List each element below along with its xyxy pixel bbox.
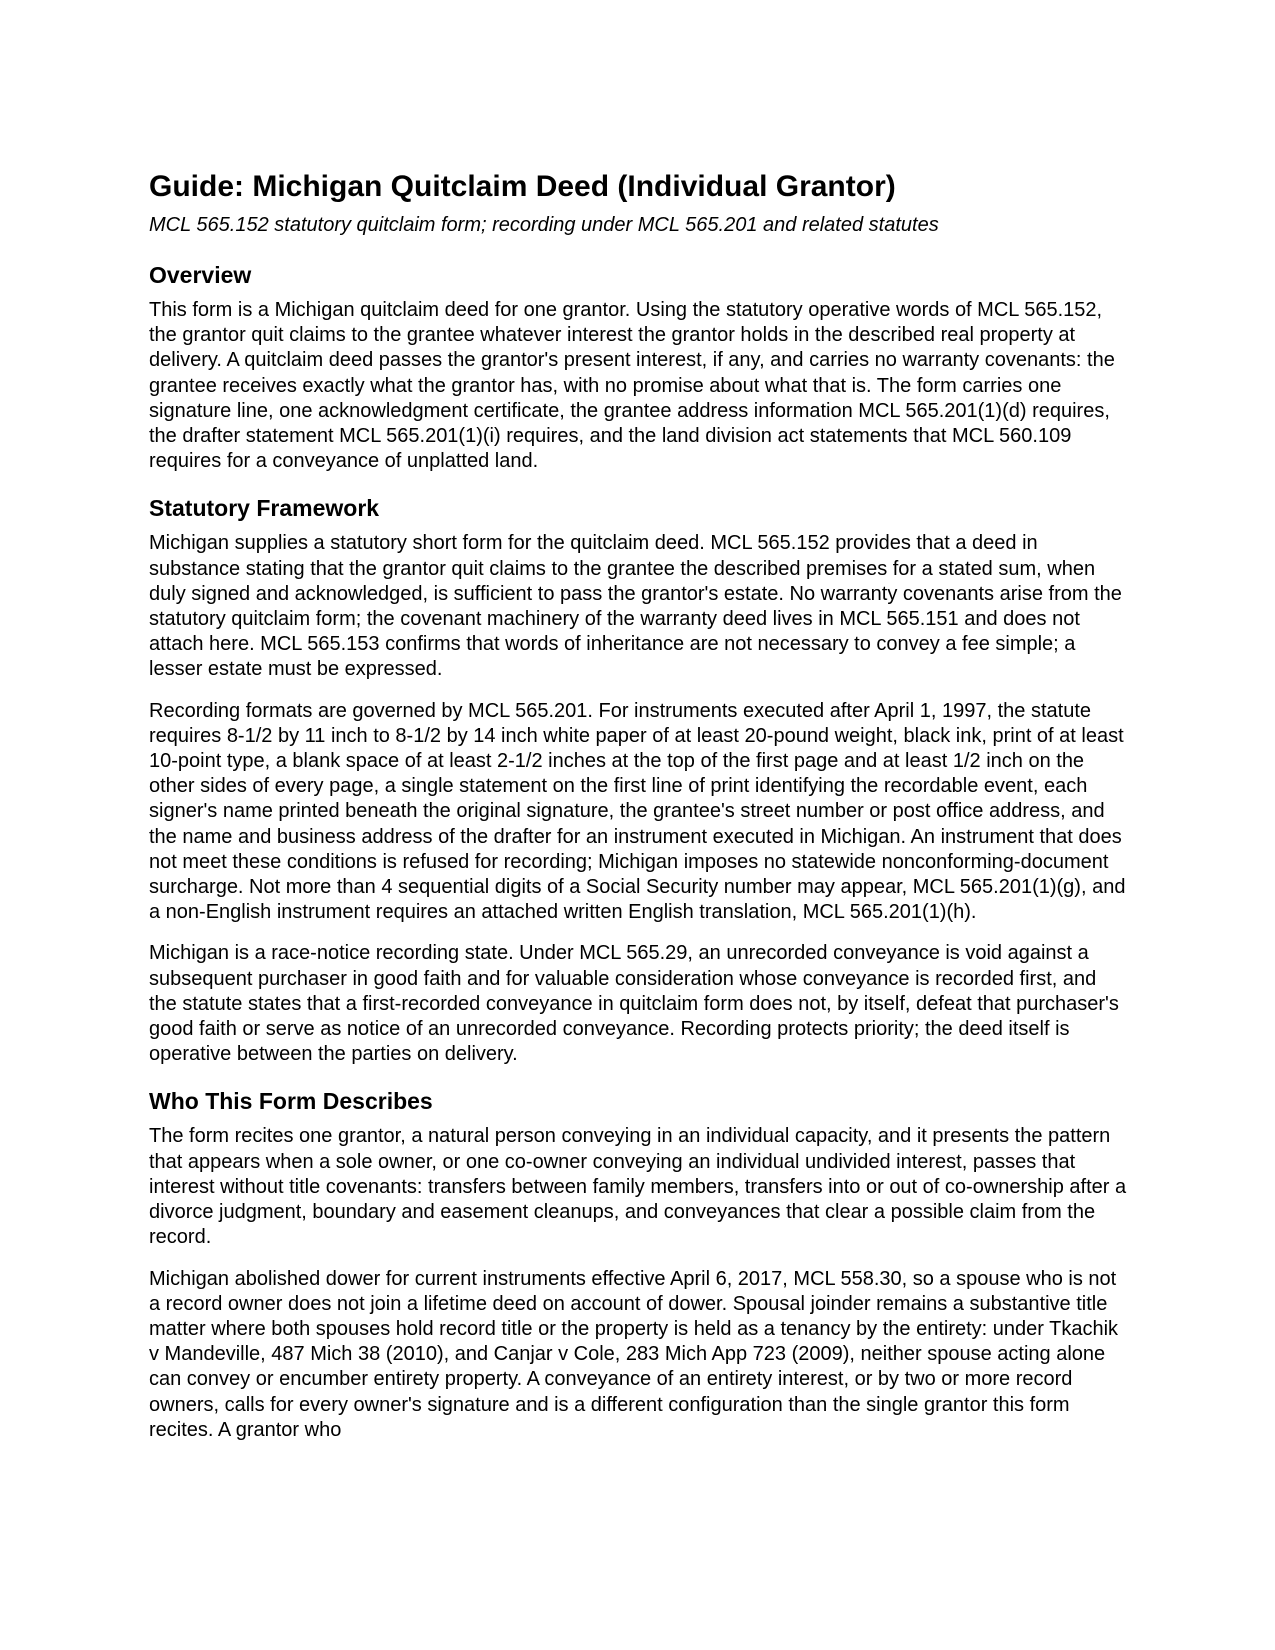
section-heading: Statutory Framework [149, 495, 380, 522]
section-statutory-framework [149, 494, 1129, 1067]
document-title: Guide: Michigan Quitclaim Deed (Individual Grantor) [149, 170, 896, 203]
section-who-this-form-describes [149, 1087, 1129, 1442]
paragraph: The form recites one grantor, a natural person conveying in an individual capacity, and it presents the pattern that appears when a sole owner, or one co-owner conveying an individual undivided interest, passes that interest without title covenants: transfers between family members, transfers into or out of co-ownership after a divorce judgment, boundary and easement cleanups, and conveyances that clear a possible claim from the record. [149, 1125, 1127, 1249]
paragraph: Michigan is a race-notice recording state. Under MCL 565.29, an unrecorded conveyance is void against a subsequent purchaser in good faith and for valuable consideration whose conveyance is recorded first, and the statute states that a first-recorded conveyance in quitclaim form does not, by itself, defeat that purchaser's good faith or serve as notice of an unrecorded conveyance. Recording protects priority; the deed itself is operative between the parties on delivery. [149, 942, 1119, 1066]
paragraph: Michigan supplies a statutory short form for the quitclaim deed. MCL 565.152 provides that a deed in substance stating that the grantor quit claims to the grantee the described premises for a stated sum, when duly signed and acknowledged, is sufficient to pass the grantor's estate. No warranty covenants arise from the statutory quitclaim form; the covenant machinery of the warranty deed lives in MCL 565.151 and does not attach here. MCL 565.153 confirms that words of inheritance are not necessary to convey a fee simple; a lesser estate must be expressed. [149, 532, 1122, 681]
section-heading: Who This Form Describes [149, 1088, 433, 1115]
document-page [149, 168, 1129, 1459]
paragraph: Recording formats are governed by MCL 565.201. For instruments executed after April 1, 1997, the statute requires 8-1/2 by 11 inch to 8-1/2 by 14 inch white paper of at least 20-pound weight, black ink, print of at least 10-point type, a blank space of at least 2-1/2 inches at the top of the first page and at least 1/2 inch on the other sides of every page, a single statement on the first line of print identifying the recordable event, each signer's name printed beneath the original signature, the grantee's street number or post office address, and the name and business address of the drafter for an instrument executed in Michigan. An instrument that does not meet these conditions is refused for recording; Michigan imposes no statewide nonconforming-document surcharge. Not more than 4 sequential digits of a Social Security number may appear, MCL 565.201(1)(g), and a non-English instrument requires an attached written English translation, MCL 565.201(1)(h). [149, 699, 1126, 924]
section-heading: Overview [149, 262, 252, 288]
paragraph: Michigan abolished dower for current instruments effective April 6, 2017, MCL 558.30, so a spouse who is not a record owner does not join a lifetime deed on account of dower. Spousal joinder remains a substantive title matter where both spouses hold record title or the property is held as a tenancy by the entirety: under Tkachik v Mandeville, 487 Mich 38 (2010), and Canjar v Cole, 283 Mich App 723 (2009), neither spouse acting alone can convey or encumber entirety property. A conveyance of an entirety interest, or by two or more record owners, calls for every owner's signature and is a different configuration than the single grantor this form recites. A grantor who [149, 1267, 1119, 1441]
section-overview [149, 261, 1129, 474]
paragraph: This form is a Michigan quitclaim deed for one grantor. Using the statutory operative words of MCL 565.152, the grantor quit claims to the grantee whatever interest the grantor holds in the described real property at delivery. A quitclaim deed passes the grantor's present interest, if any, and carries no warranty covenants: the grantee receives exactly what the grantor has, with no promise about what that is. The form carries one signature line, one acknowledgment certificate, the grantee address information MCL 565.201(1)(d) requires, the drafter statement MCL 565.201(1)(i) requires, and the land division act statements that MCL 560.109 requires for a conveyance of unplatted land. [149, 299, 1115, 473]
document-subtitle: MCL 565.152 statutory quitclaim form; recording under MCL 565.201 and related statutes [149, 214, 939, 236]
